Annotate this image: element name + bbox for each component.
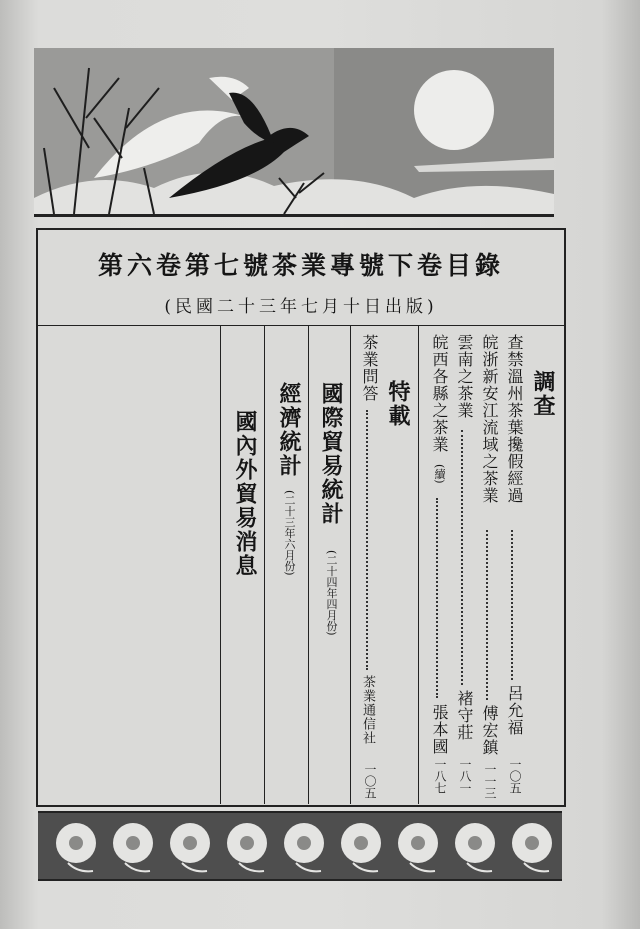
survey-heading: 調查 <box>530 370 556 418</box>
publication-date: (民國二十三年七月十日出版) <box>164 297 438 317</box>
leader-dots <box>436 498 438 698</box>
leader-dots <box>486 530 488 700</box>
toc-entry-page: 一八一 <box>458 758 472 794</box>
toc-entry-title[interactable]: 查禁溫州茶葉攙假經過 <box>505 334 524 504</box>
leader-dots <box>366 410 368 670</box>
flower-pattern <box>38 813 562 879</box>
toc-entry-author: 茶業通信社 <box>360 675 375 745</box>
leader-dots <box>511 530 513 680</box>
column-divider <box>418 326 419 804</box>
toc-entry-author: 呂允福 <box>505 685 524 736</box>
toc-entry-page: 一八七 <box>433 758 447 794</box>
column-divider <box>350 326 351 804</box>
toc-entry-page: 一一三 <box>483 763 497 799</box>
toc-entry-page: 一〇五 <box>363 763 377 799</box>
toc-title: 第六卷第七號茶業專號下卷目錄 <box>97 251 504 280</box>
continued-note: (續) <box>433 464 446 484</box>
special-heading: 特載 <box>385 380 411 428</box>
intl-trade-stats-heading[interactable]: 國際貿易統計 <box>318 382 344 526</box>
toc-entry-title[interactable]: 皖西各縣之茶業 <box>430 334 449 453</box>
bird-moon-illustration <box>34 48 554 214</box>
toc-entry-page: 一〇五 <box>508 758 522 794</box>
column-divider <box>220 326 221 804</box>
column-divider <box>264 326 265 804</box>
decorative-floral-border <box>38 811 562 881</box>
title-divider <box>38 325 564 326</box>
econ-stats-heading[interactable]: 經濟統計 <box>276 382 302 478</box>
header-illustration <box>34 48 554 217</box>
intl-trade-stats-date: (二十四年四月份) <box>325 550 338 636</box>
toc-entry-author: 褚守莊 <box>455 690 474 741</box>
toc-entry-title[interactable]: 雲南之茶業 <box>455 334 474 419</box>
econ-stats-date: (二十三年六月份) <box>283 490 296 576</box>
toc-entry-title[interactable]: 皖浙新安江流域之茶業 <box>480 334 499 504</box>
toc-entry-title[interactable]: 茶業問答 <box>360 334 379 402</box>
toc-entry-author: 傅宏鎮 <box>480 705 499 756</box>
table-of-contents <box>36 228 566 807</box>
leader-dots <box>461 430 463 685</box>
trade-news-heading[interactable]: 國內外貿易消息 <box>232 410 258 578</box>
toc-entry-author: 張本國 <box>430 704 449 755</box>
column-divider <box>308 326 309 804</box>
